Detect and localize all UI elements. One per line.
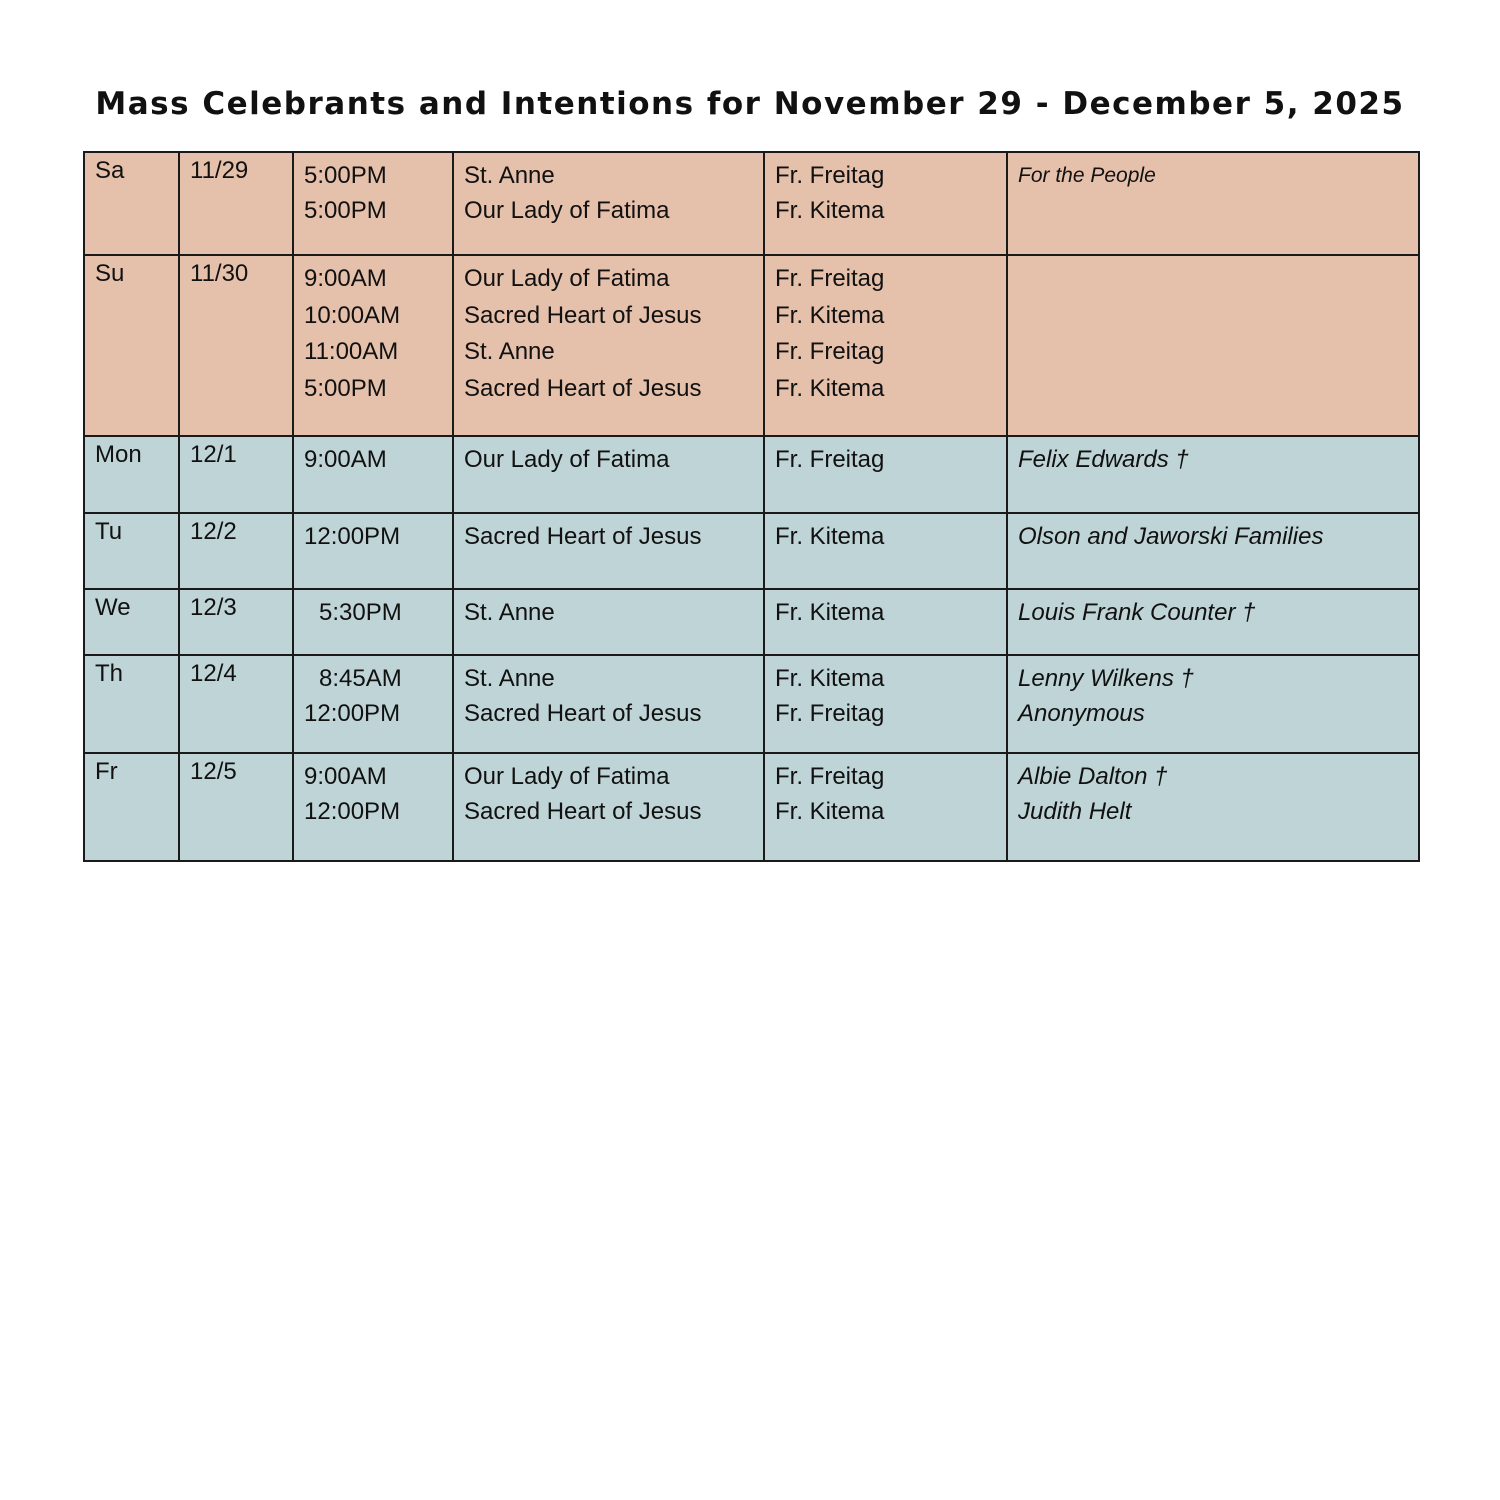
date-cell: 11/30	[179, 255, 293, 436]
intention-cell	[1007, 655, 1419, 753]
date-cell: 12/4	[179, 655, 293, 753]
day-cell: Fr	[84, 753, 179, 861]
celebrant-cell	[764, 255, 1007, 436]
celebrant-text: Fr. Kitema	[775, 665, 885, 692]
intention-cell	[1007, 589, 1419, 655]
church-text: St. Anne	[464, 665, 555, 692]
date-cell: 11/29	[179, 152, 293, 255]
church-cell	[453, 513, 764, 589]
celebrant-cell	[764, 436, 1007, 513]
church-text: St. Anne	[464, 162, 555, 189]
time-text: 12:00PM	[304, 700, 401, 727]
table-row	[84, 436, 1419, 513]
table-row	[84, 152, 1419, 255]
time-cell	[293, 655, 453, 753]
time-text: 9:00AM	[304, 446, 387, 473]
church-text: Our Lady of Fatima	[464, 446, 670, 473]
celebrant-text: Fr. Freitag	[775, 162, 885, 189]
day-cell: Mon	[84, 436, 179, 513]
celebrant-text: Fr. Kitema	[775, 798, 885, 825]
celebrant-text: Fr. Kitema	[775, 599, 885, 626]
celebrant-text: Fr. Kitema	[775, 197, 885, 224]
celebrant-text: Fr. Kitema	[775, 523, 885, 550]
mass-schedule-table	[83, 151, 1420, 862]
day-cell: Tu	[84, 513, 179, 589]
church-text: St. Anne	[464, 599, 555, 626]
time-text: 5:30PM	[319, 599, 402, 626]
celebrant-text: Fr. Freitag	[775, 338, 885, 365]
church-cell	[453, 753, 764, 861]
date-cell: 12/3	[179, 589, 293, 655]
church-cell	[453, 152, 764, 255]
church-text: Our Lady of Fatima	[464, 197, 670, 224]
intention-text: Louis Frank Counter †	[1018, 599, 1256, 626]
table-row	[84, 655, 1419, 753]
table-row	[84, 255, 1419, 436]
church-text: Sacred Heart of Jesus	[464, 523, 702, 550]
time-cell	[293, 436, 453, 513]
church-text: Sacred Heart of Jesus	[464, 798, 702, 825]
intention-text: Judith Helt	[1018, 798, 1132, 825]
church-cell	[453, 589, 764, 655]
church-text: St. Anne	[464, 338, 555, 365]
table-row	[84, 753, 1419, 861]
table-row	[84, 513, 1419, 589]
time-text: 5:00PM	[304, 197, 387, 224]
day-cell: Th	[84, 655, 179, 753]
church-cell	[453, 255, 764, 436]
celebrant-cell	[764, 589, 1007, 655]
celebrant-text: Fr. Freitag	[775, 700, 885, 727]
celebrant-cell	[764, 513, 1007, 589]
day-cell: We	[84, 589, 179, 655]
celebrant-cell	[764, 152, 1007, 255]
time-text: 10:00AM	[304, 301, 401, 329]
intention-cell	[1007, 513, 1419, 589]
date-cell: 12/2	[179, 513, 293, 589]
time-text: 12:00PM	[304, 523, 401, 550]
intention-text: Olson and Jaworski Families	[1018, 523, 1324, 550]
celebrant-cell	[764, 753, 1007, 861]
church-text: Sacred Heart of Jesus	[464, 700, 702, 727]
time-cell	[293, 589, 453, 655]
church-text: Sacred Heart of Jesus	[464, 374, 702, 402]
church-cell	[453, 436, 764, 513]
time-text: 8:45AM	[319, 665, 402, 692]
church-text: Our Lady of Fatima	[464, 265, 670, 292]
intention-cell	[1007, 152, 1419, 255]
church-text: Our Lady of Fatima	[464, 763, 670, 790]
table-row	[84, 589, 1419, 655]
day-cell: Su	[84, 255, 179, 436]
date-cell: 12/5	[179, 753, 293, 861]
church-cell	[453, 655, 764, 753]
time-cell	[293, 152, 453, 255]
time-cell	[293, 513, 453, 589]
intention-text: Anonymous	[1018, 700, 1145, 727]
celebrant-text: Fr. Freitag	[775, 446, 885, 473]
intention-text: Lenny Wilkens †	[1018, 665, 1194, 692]
intention-text: Albie Dalton †	[1018, 763, 1168, 790]
page-title: Mass Celebrants and Intentions for November 29 - December 5, 2025	[95, 86, 1405, 122]
time-text: 11:00AM	[304, 338, 399, 365]
intention-text: For the People	[1018, 164, 1156, 187]
time-text: 5:00PM	[304, 162, 387, 189]
celebrant-text: Fr. Freitag	[775, 763, 885, 790]
intention-text: Felix Edwards †	[1018, 446, 1189, 473]
celebrant-cell	[764, 655, 1007, 753]
celebrant-text: Fr. Freitag	[775, 265, 885, 292]
time-text: 9:00AM	[304, 763, 387, 790]
time-text: 5:00PM	[304, 374, 387, 402]
intention-cell	[1007, 255, 1419, 436]
celebrant-text: Fr. Kitema	[775, 301, 885, 329]
time-text: 9:00AM	[304, 265, 387, 292]
time-cell	[293, 753, 453, 861]
intention-cell	[1007, 436, 1419, 513]
church-text: Sacred Heart of Jesus	[464, 301, 702, 329]
time-cell	[293, 255, 453, 436]
celebrant-text: Fr. Kitema	[775, 374, 885, 402]
time-text: 12:00PM	[304, 798, 401, 825]
intention-cell	[1007, 753, 1419, 861]
day-cell: Sa	[84, 152, 179, 255]
date-cell: 12/1	[179, 436, 293, 513]
